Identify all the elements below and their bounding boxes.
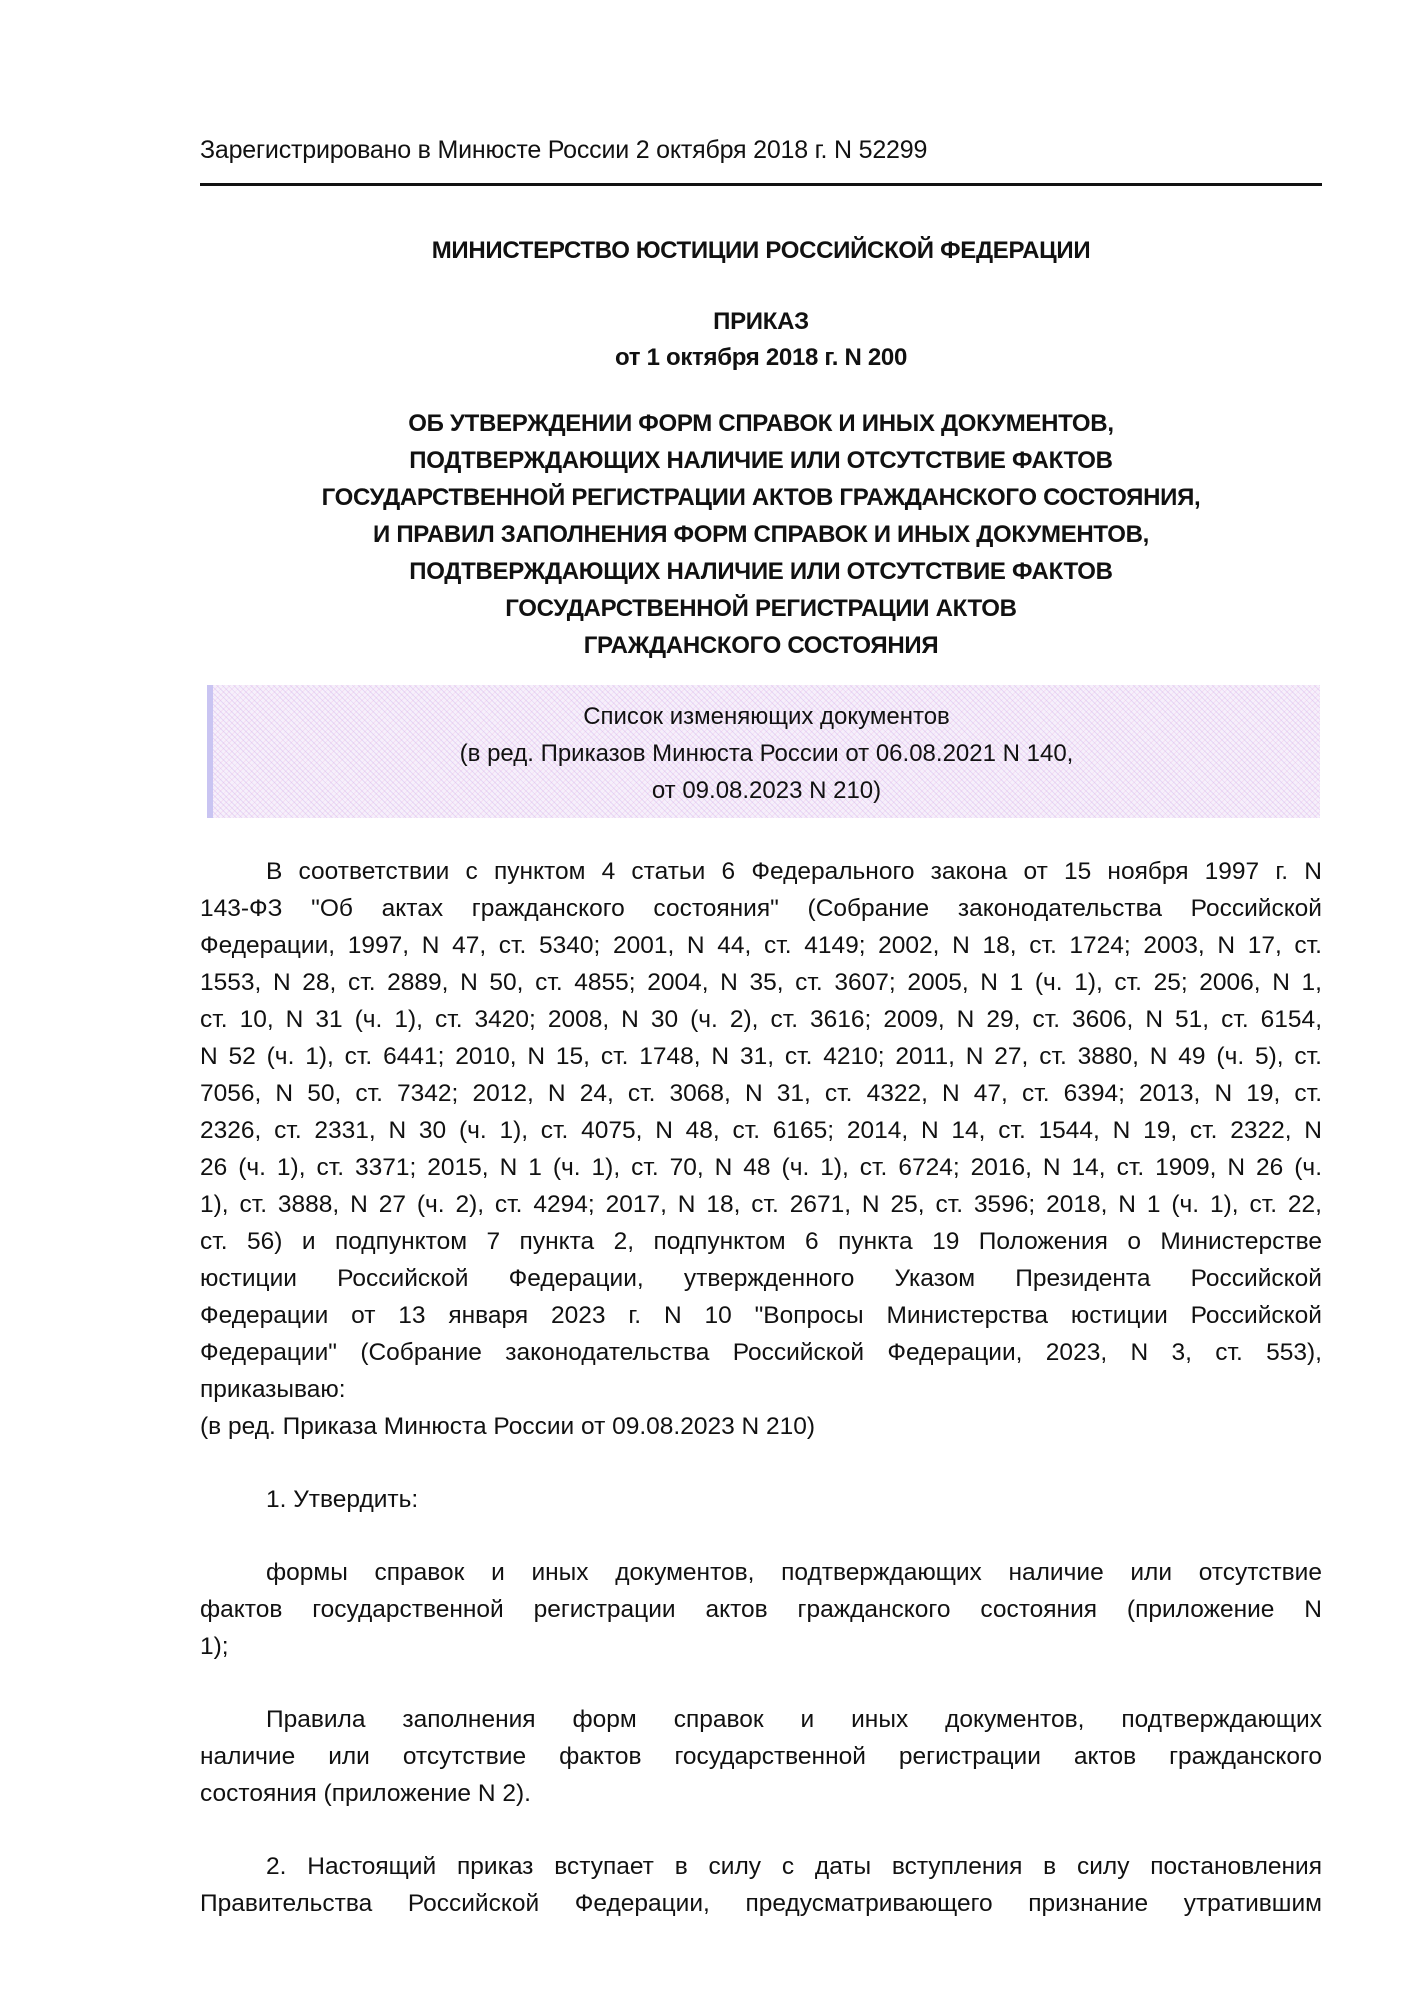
title-line: И ПРАВИЛ ЗАПОЛНЕНИЯ ФОРМ СПРАВОК И ИНЫХ ДОКУМЕНТОВ, [373,521,1149,548]
title-line: ОБ УТВЕРЖДЕНИИ ФОРМ СПРАВОК И ИНЫХ ДОКУМЕНТОВ, [408,410,1114,437]
preamble-line: юстиции Российской Федерации, утвержденного Указом Президента Российской [200,1265,1322,1292]
document-title [200,405,1322,664]
preamble-line: Федерации" (Собрание законодательства Российской Федерации, 2023, N 3, ст. 553), [200,1339,1322,1366]
item-1-heading: 1. Утвердить: [266,1486,419,1513]
paragraph-line: 2. Настоящий приказ вступает в силу с даты вступления в силу постановления [266,1853,1322,1880]
preamble-line: Федерации, 1997, N 47, ст. 5340; 2001, N 44, ст. 4149; 2002, N 18, ст. 1724; 2003, N 17, ст. [200,932,1322,959]
title-line: ГРАЖДАНСКОГО СОСТОЯНИЯ [583,632,939,659]
revision-list-heading: Список изменяющих документов [583,703,950,730]
item-2-paragraph [200,1848,1322,1922]
preamble-line: 143-ФЗ "Об актах гражданского состояния" (Собрание законодательства Российской [200,895,1322,922]
registration-note: Зарегистрировано в Минюсте России 2 октября 2018 г. N 52299 [200,136,928,164]
preamble-line: Федерации от 13 января 2023 г. N 10 "Вопросы Министерства юстиции Российской [200,1302,1322,1329]
preamble-line: 1), ст. 3888, N 27 (ч. 2), ст. 4294; 2017, N 18, ст. 2671, N 25, ст. 3596; 2018, N 1 (ч. 1), ст. 22, [200,1191,1322,1218]
item-1-forms-paragraph [200,1554,1322,1665]
paragraph-line: фактов государственной регистрации актов гражданского состояния (приложение N [200,1596,1322,1623]
preamble-line: N 52 (ч. 1), ст. 6441; 2010, N 15, ст. 1748, N 31, ст. 4210; 2011, N 27, ст. 3880, N 49 (ч. 5), ст. [200,1043,1322,1070]
paragraph-line: наличие или отсутствие фактов государственной регистрации актов гражданского [200,1743,1322,1770]
preamble-line: В соответствии с пунктом 4 статьи 6 Федерального закона от 15 ноября 1997 г. N [266,858,1322,885]
preamble-line: приказываю: [200,1376,346,1403]
paragraph-line: состояния (приложение N 2). [200,1780,531,1807]
preamble-line: ст. 56) и подпунктом 7 пункта 2, подпунктом 6 пункта 19 Положения о Министерстве [200,1228,1322,1255]
title-line: ГОСУДАРСТВЕННОЙ РЕГИСТРАЦИИ АКТОВ [505,595,1017,622]
item-1-rules-paragraph [200,1701,1322,1812]
preamble-line: 26 (ч. 1), ст. 3371; 2015, N 1 (ч. 1), ст. 70, N 48 (ч. 1), ст. 6724; 2016, N 14, ст. 1909, N 26 (ч. [200,1154,1322,1181]
title-line: ПОДТВЕРЖДАЮЩИХ НАЛИЧИЕ ИЛИ ОТСУТСТВИЕ ФАКТОВ [409,447,1113,474]
paragraph-line: 1); [200,1633,229,1660]
document-body [200,853,1322,1922]
title-line: ГОСУДАРСТВЕННОЙ РЕГИСТРАЦИИ АКТОВ ГРАЖДАНСКОГО СОСТОЯНИЯ, [321,484,1201,511]
paragraph-line: формы справок и иных документов, подтверждающих наличие или отсутствие [266,1559,1322,1586]
preamble-line: 2326, ст. 2331, N 30 (ч. 1), ст. 4075, N 48, ст. 6165; 2014, N 14, ст. 1544, N 19, ст. 2322, N [200,1117,1322,1144]
header-divider [200,183,1322,186]
revision-line[interactable]: от 09.08.2023 N 210) [651,777,882,804]
preamble-line: ст. 10, N 31 (ч. 1), ст. 3420; 2008, N 30 (ч. 2), ст. 3616; 2009, N 29, ст. 3606, N 51, ст. 6154, [200,1006,1322,1033]
paragraph-line: Правила заполнения форм справок и иных документов, подтверждающих [266,1706,1322,1733]
preamble-line: 1553, N 28, ст. 2889, N 50, ст. 4855; 2004, N 35, ст. 3607; 2005, N 1 (ч. 1), ст. 25; 2006, N 1, [200,969,1322,996]
revision-line[interactable]: (в ред. Приказов Минюста России от 06.08.2021 N 140, [459,740,1074,767]
preamble-line: 7056, N 50, ст. 7342; 2012, N 24, ст. 3068, N 31, ст. 4322, N 47, ст. 6394; 2013, N 19, ст. [200,1080,1322,1107]
preamble-revision-note[interactable]: (в ред. Приказа Минюста России от 09.08.2023 N 210) [200,1413,816,1440]
order-kind: ПРИКАЗ [713,308,809,335]
title-line: ПОДТВЕРЖДАЮЩИХ НАЛИЧИЕ ИЛИ ОТСУТСТВИЕ ФАКТОВ [409,558,1113,585]
ministry-name: МИНИСТЕРСТВО ЮСТИЦИИ РОССИЙСКОЙ ФЕДЕРАЦИИ [431,237,1091,264]
order-date: от 1 октября 2018 г. N 200 [614,344,907,371]
preamble-paragraph [200,853,1322,1408]
revision-list-box [207,685,1320,818]
paragraph-line: Правительства Российской Федерации, предусматривающего признание утратившим [200,1890,1322,1917]
